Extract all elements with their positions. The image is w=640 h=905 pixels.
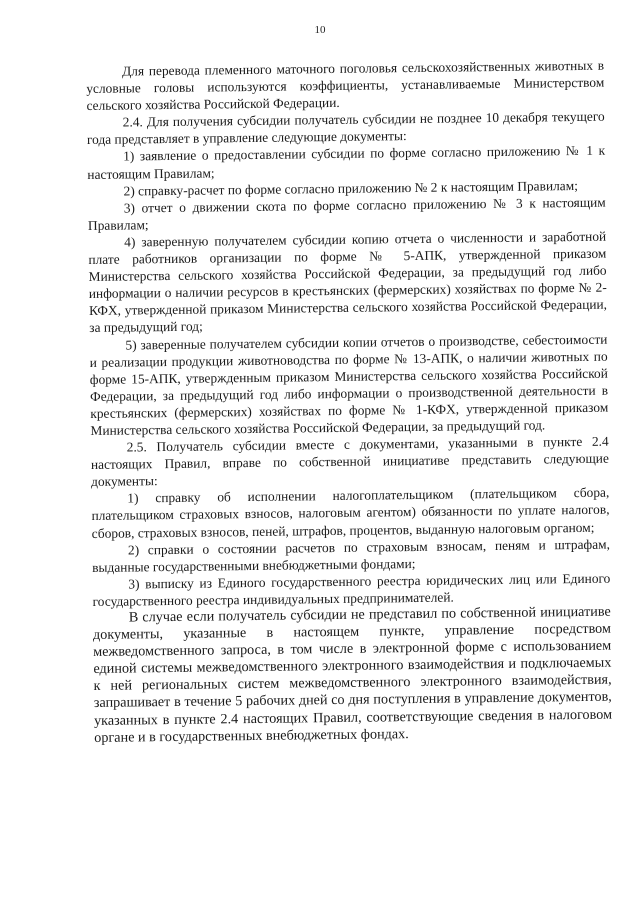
paragraph-2-4: 2.4. Для получения субсидии получатель субсидии не позднее 10 декабря текущего года представляет в управление следующие документы: — [86, 108, 605, 148]
list-item-2-4-1: 1) заявление о предоставлении субсидии по форме согласно приложению № 1 к настоящим Правилам; — [87, 143, 606, 182]
paragraph-2-5: 2.5. Получатель субсидии вместе с документами, указанными в пункте 2.4 настоящих Правил, вправе по собственной инициативе представить следующие документы: — [90, 433, 609, 490]
paragraph-coefficients: Для перевода племенного маточного поголовья сельскохозяйственных животных в условные головы используются коэффициенты, устанавливаемые Министерством сельского хозяйства Российской Федерации. — [86, 57, 605, 114]
paragraph-interagency-request: В случае если получатель субсидии не представил по собственной инициативе документы, указанные в настоящем пункте, управление посредством межведомственного запроса, в том числе в электронной форме с использованием единой системы межведомственного электронного взаимодействия и подключаемых к ней региональных систем межведомственного электронного взаимодействия, запрашивает в течение 5 рабочих дней со дня поступления в управление документов, указанных в пункте 2.4 настоящих Правил, соответствующие сведения в налоговом органе и в государственных внебюджетных фондах. — [92, 603, 613, 746]
list-item-2-4-5: 5) заверенные получателем субсидии копии отчетов о производстве, себестоимости и реализации продукции животноводства по форме № 13-АПК, о наличии животных по форме 15-АПК, утвержденным приказом Министерства сельского хозяйства Российской Федерации, за предыдущий год либо информации о производственной деятельности в крестьянских (фермерских) хозяйствах по форме № 1-КФХ, утвержденной приказом Министерства сельского хозяйства Российской Федерации, за предыдущий год. — [89, 331, 609, 438]
document-body — [86, 57, 612, 747]
list-item-2-4-2: 2) справку-расчет по форме согласно приложению № 2 к настоящим Правилам; — [123, 177, 578, 199]
list-item-2-5-1: 1) справку об исполнении налогоплательщиком (плательщиком сбора, плательщиком страховых взносов, налоговым агентом) обязанности по уплате налогов, сборов, страховых взносов, пеней, штрафов, процентов, выданную налоговым органом; — [91, 484, 610, 541]
list-item-2-5-2: 2) справки о состоянии расчетов по страховым взносам, пеням и штрафам, выданные государственными внебюджетными фондами; — [92, 536, 611, 575]
list-item-2-5-3: 3) выписку из Единого государственного реестра юридических лиц или Единого государственного реестра индивидуальных предпринимателей. — [92, 570, 611, 609]
list-item-2-4-4: 4) заверенную получателем субсидии копию отчета о численности и заработной плате работников организации по форме № 5-АПК, утвержденной приказом Министерства сельского хозяйства Российской Федерации, за предыдущий год либо информации о наличии ресурсов в крестьянских (фермерских) хозяйствах по форме № 2-КФХ, утвержденной приказом Министерства сельского хозяйства Российской Федерации, за предыдущий год; — [88, 228, 608, 336]
page-number: 10 — [314, 24, 326, 36]
list-item-2-4-3: 3) отчет о движении скота по форме согласно приложению № 3 к настоящим Правилам; — [87, 194, 606, 233]
